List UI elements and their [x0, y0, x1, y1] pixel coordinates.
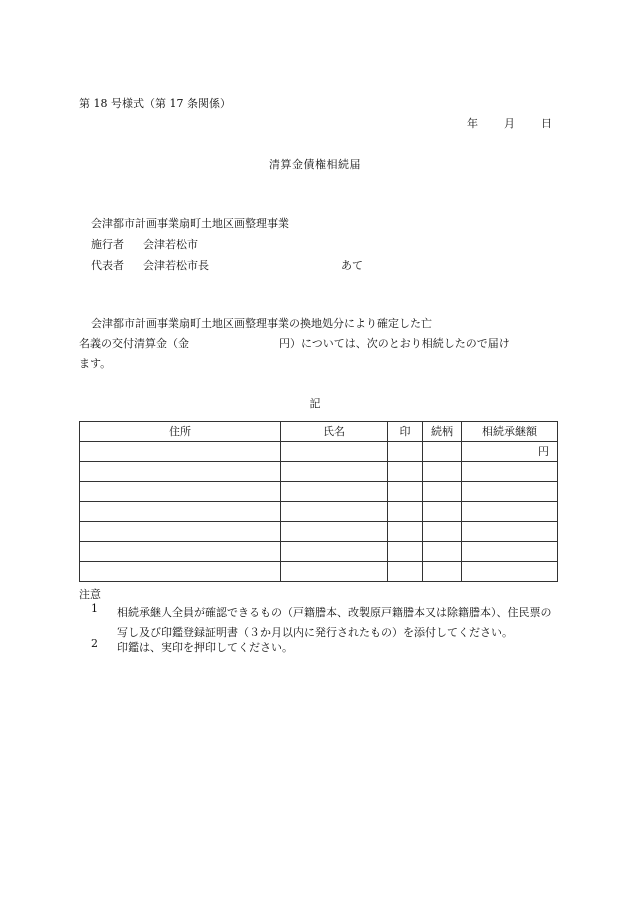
table-row: [80, 542, 558, 562]
body-line-1: 会津都市計画事業扇町土地区画整理事業の換地処分により確定した亡: [91, 317, 432, 330]
executor-label: 施行者: [91, 238, 124, 251]
document-title: 清算金債権相続届: [269, 158, 361, 171]
note-item: [91, 638, 559, 658]
name-cell[interactable]: [281, 562, 388, 582]
amount-cell[interactable]: [462, 522, 558, 542]
representative-label: 代表者: [91, 259, 124, 272]
name-cell[interactable]: [281, 522, 388, 542]
date-day-label: 日: [541, 117, 552, 130]
address-cell[interactable]: [80, 542, 281, 562]
seal-cell[interactable]: [388, 442, 423, 462]
relationship-cell[interactable]: [423, 502, 462, 522]
note-text: 印鑑は、実印を押印してください。: [117, 641, 293, 654]
note-number: 1: [91, 602, 98, 615]
relationship-cell[interactable]: [423, 562, 462, 582]
table-row: [80, 462, 558, 482]
seal-cell[interactable]: [388, 462, 423, 482]
executor-name: 会津若松市: [143, 238, 198, 251]
table-row: [80, 482, 558, 502]
amount-cell[interactable]: [462, 542, 558, 562]
name-cell[interactable]: [281, 482, 388, 502]
relationship-cell[interactable]: [423, 522, 462, 542]
seal-cell[interactable]: [388, 542, 423, 562]
amount-cell[interactable]: [462, 502, 558, 522]
note-number: 2: [91, 637, 98, 650]
header-seal: 印: [388, 422, 423, 442]
amount-cell[interactable]: [462, 562, 558, 582]
header-name: 氏名: [281, 422, 388, 442]
project-name: 会津都市計画事業扇町土地区画整理事業: [91, 217, 289, 230]
table-header-row: [80, 422, 558, 442]
relationship-cell[interactable]: [423, 482, 462, 502]
body-line-2: [79, 338, 559, 358]
name-cell[interactable]: [281, 542, 388, 562]
address-cell[interactable]: [80, 502, 281, 522]
seal-cell[interactable]: [388, 482, 423, 502]
seal-cell[interactable]: [388, 562, 423, 582]
table-row: [80, 562, 558, 582]
note-text: 相続承継人全員が確認できるもの（戸籍謄本、改製原戸籍謄本又は除籍謄本）、住民票の写し及び印鑑登録証明書（３か月以内に発行されたもの）を添付してください。: [117, 606, 552, 639]
relationship-cell[interactable]: [423, 542, 462, 562]
seal-cell[interactable]: [388, 502, 423, 522]
address-cell[interactable]: [80, 462, 281, 482]
date-month-label: 月: [504, 117, 515, 130]
form-number: 第 18 号様式（第 17 条関係）: [79, 97, 231, 110]
table-row: [80, 522, 558, 542]
amount-cell[interactable]: [462, 482, 558, 502]
date-year-label: 年: [467, 117, 478, 130]
name-cell[interactable]: [281, 442, 388, 462]
address-cell[interactable]: [80, 562, 281, 582]
representative-line: [91, 259, 363, 281]
header-address: 住所: [80, 422, 281, 442]
name-cell[interactable]: [281, 502, 388, 522]
relationship-cell[interactable]: [423, 462, 462, 482]
address-cell[interactable]: [80, 482, 281, 502]
body-line-2-end: 円）については、次のとおり相続したので届け: [279, 337, 510, 350]
address-cell[interactable]: [80, 442, 281, 462]
recipient-block: [91, 217, 363, 281]
amount-cell[interactable]: 円: [462, 442, 558, 462]
name-cell[interactable]: [281, 462, 388, 482]
table-row: [80, 502, 558, 522]
seal-cell[interactable]: [388, 522, 423, 542]
address-cell[interactable]: [80, 522, 281, 542]
addressee-suffix: あて: [341, 259, 363, 272]
body-line-3: ます。: [79, 357, 112, 370]
body-line-2-start: 名義の交付清算金（金: [79, 337, 189, 350]
notes-section: [79, 589, 559, 658]
ki-heading: 記: [309, 397, 321, 410]
body-paragraph: [79, 318, 559, 378]
notes-heading: 注意: [79, 588, 101, 601]
relationship-cell[interactable]: [423, 442, 462, 462]
representative-name: 会津若松市長: [143, 259, 209, 272]
amount-cell[interactable]: [462, 462, 558, 482]
header-relationship: 続柄: [423, 422, 462, 442]
table-row: [80, 442, 558, 462]
header-inherited-amount: 相続承継額: [462, 422, 558, 442]
executor-line: [91, 239, 289, 260]
heirs-table: [79, 421, 558, 582]
note-item: [91, 603, 559, 643]
